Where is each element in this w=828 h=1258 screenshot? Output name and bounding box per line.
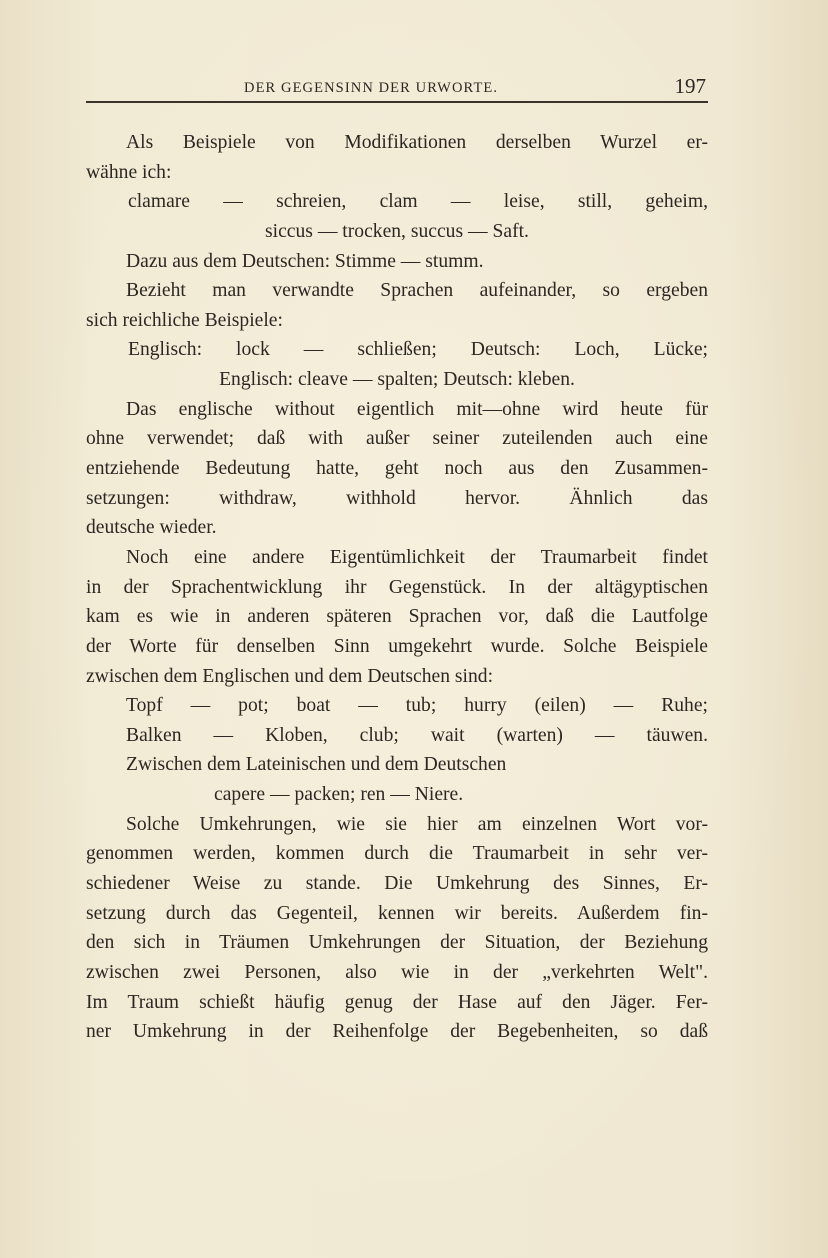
text-line: Im Traum schießt häufig genug der Hase auf den Jäger. Fer- [86,991,708,1013]
text-line: Englisch: cleave — spalten; Deutsch: kleben. [219,369,575,391]
text-line: deutsche wieder. [86,517,217,539]
text-line: siccus — trocken, succus — Saft. [265,220,529,242]
text-line: Zwischen dem Lateinischen und dem Deutschen [126,754,507,776]
text-line: Das englische without eigentlich mit—ohne wird heute für [126,398,708,420]
running-title: DER GEGENSINN DER URWORTE. [244,80,499,96]
text-line: clamare — schreien, clam — leise, still, geheim, [128,191,708,213]
text-line: den sich in Träumen Umkehrungen der Situation, der Beziehung [86,932,708,954]
text-line: setzungen: withdraw, withhold hervor. Ähnlich das [86,487,708,509]
text-line: Dazu aus dem Deutschen: Stimme — stumm. [126,250,484,272]
text-line: genommen werden, kommen durch die Traumarbeit in sehr ver- [86,843,708,865]
text-line: ohne verwendet; daß with außer seiner zuteilenden auch eine [86,428,708,450]
header-rule [86,101,708,103]
text-line: zwischen dem Englischen und dem Deutschen sind: [86,665,494,687]
text-line: Englisch: lock — schließen; Deutsch: Loch, Lücke; [128,339,708,361]
text-line: in der Sprachentwicklung ihr Gegenstück. In der altägyptischen [86,576,708,598]
text-line: schiedener Weise zu stande. Die Umkehrung des Sinnes, Er- [86,873,708,895]
text-line: Balken — Kloben, club; wait (warten) — täuwen. [126,724,708,746]
text-line: kam es wie in anderen späteren Sprachen vor, daß die Lautfolge [86,606,708,628]
text-line: entziehende Bedeutung hatte, geht noch aus den Zusammen- [86,458,708,480]
text-line: Noch eine andere Eigentümlichkeit der Traumarbeit findet [126,546,708,568]
text-line: sich reichliche Beispiele: [86,309,283,331]
text-line: capere — packen; ren — Niere. [214,784,464,806]
text-line: wähne ich: [86,161,172,183]
page-number: 197 [674,74,706,98]
text-line: ner Umkehrung in der Reihenfolge der Begebenheiten, so daß [86,1021,708,1043]
page-header [86,74,708,100]
text-line: Bezieht man verwandte Sprachen aufeinander, so ergeben [126,280,708,302]
text-line: Solche Umkehrungen, wie sie hier am einzelnen Wort vor- [126,813,708,835]
body-text [86,128,708,1047]
text-line: der Worte für denselben Sinn umgekehrt wurde. Solche Beispiele [86,635,708,657]
text-line: Als Beispiele von Modifikationen derselben Wurzel er- [126,132,708,153]
text-line: zwischen zwei Personen, also wie in der „verkehrten Welt". [86,961,708,983]
text-line: setzung durch das Gegenteil, kennen wir bereits. Außerdem fin- [86,902,708,924]
text-line: Topf — pot; boat — tub; hurry (eilen) — Ruhe; [126,695,708,717]
